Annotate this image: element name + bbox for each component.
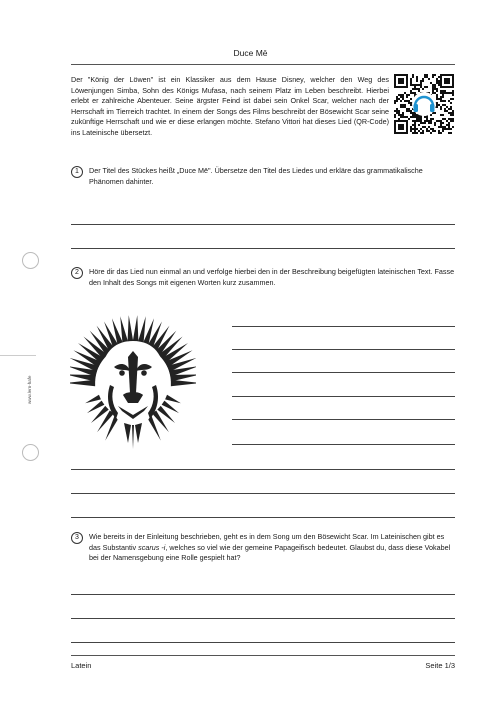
intro-paragraph: Der "König der Löwen" ist ein Klassiker aus dem Hause Disney, welcher den Weg des Löwenjungen Simba, Sohn des Königs Mufasa, nach seinem Platz im Leben beschreibt. Hierbei erlebt er zahlreiche Abenteuer. Seine ärgster Feind ist dabei sein Onkel Scar, welcher nach der Herrschaft im Tierreich trachtet. In einem der Songs des Films beschreibt der Bösewicht Scar seine zukünftige Herrschaft und wie er diese erlangen möchte. Stefano Vittori hat dieses Lied (QR-Code) ins Lateinische übersetzt. xyxy=(71,75,389,137)
task-1-number: 1 xyxy=(71,166,83,178)
task-2-text: Höre dir das Lied nun einmal an und verfolge hierbei den in der Beschreibung beigefügten lateinischen Text. Fasse den Inhalt des Songs mit eigenen Worten kurz zusammen. xyxy=(89,267,455,287)
answer-line[interactable] xyxy=(71,618,455,619)
answer-line[interactable] xyxy=(232,396,455,397)
answer-line[interactable] xyxy=(232,326,455,327)
title-divider xyxy=(71,64,455,65)
headphones-icon xyxy=(412,92,436,116)
task-3-text-part: , welches so viel wie der gemeine Papageifisch bedeutet. Glaubst du, dass diese Vokabel bei der Namensgebung eine Rolle gespielt hat? xyxy=(89,542,451,563)
vocabulary-term: scarus -i xyxy=(138,542,166,552)
fold-mark xyxy=(0,355,36,356)
footer-divider xyxy=(71,655,455,656)
task-2-number: 2 xyxy=(71,267,83,279)
answer-line[interactable] xyxy=(232,444,455,445)
answer-line[interactable] xyxy=(71,517,455,518)
answer-line[interactable] xyxy=(71,594,455,595)
footer-subject: Latein xyxy=(71,661,92,670)
answer-line[interactable] xyxy=(71,224,455,225)
answer-line[interactable] xyxy=(71,642,455,643)
answer-line[interactable] xyxy=(232,349,455,350)
footer-page-number: Seite 1/3 xyxy=(425,661,455,670)
answer-line[interactable] xyxy=(71,469,455,470)
punch-hole-marker xyxy=(22,252,39,269)
margin-watermark-text: www.lern-hafe xyxy=(27,375,32,404)
answer-line[interactable] xyxy=(71,248,455,249)
lion-head-icon xyxy=(70,311,196,452)
task-1-text: Der Titel des Stückes heißt „Duce Mē". Übersetze den Titel des Liedes und erkläre das grammatikalische Phänomen dahinter. xyxy=(89,166,423,186)
qr-code[interactable] xyxy=(394,74,454,134)
task-3-text xyxy=(89,532,455,564)
answer-line[interactable] xyxy=(232,419,455,420)
answer-line[interactable] xyxy=(71,493,455,494)
page-title: Duce Mē xyxy=(233,48,268,58)
answer-line[interactable] xyxy=(232,372,455,373)
task-3-text-part: Wie bereits in der Einleitung beschrieben, geht es in dem Song um den Bösewicht Scar. Im Lateinischen gibt es das Substantiv xyxy=(89,532,445,552)
task-3-number: 3 xyxy=(71,532,83,544)
punch-hole-marker xyxy=(22,444,39,461)
